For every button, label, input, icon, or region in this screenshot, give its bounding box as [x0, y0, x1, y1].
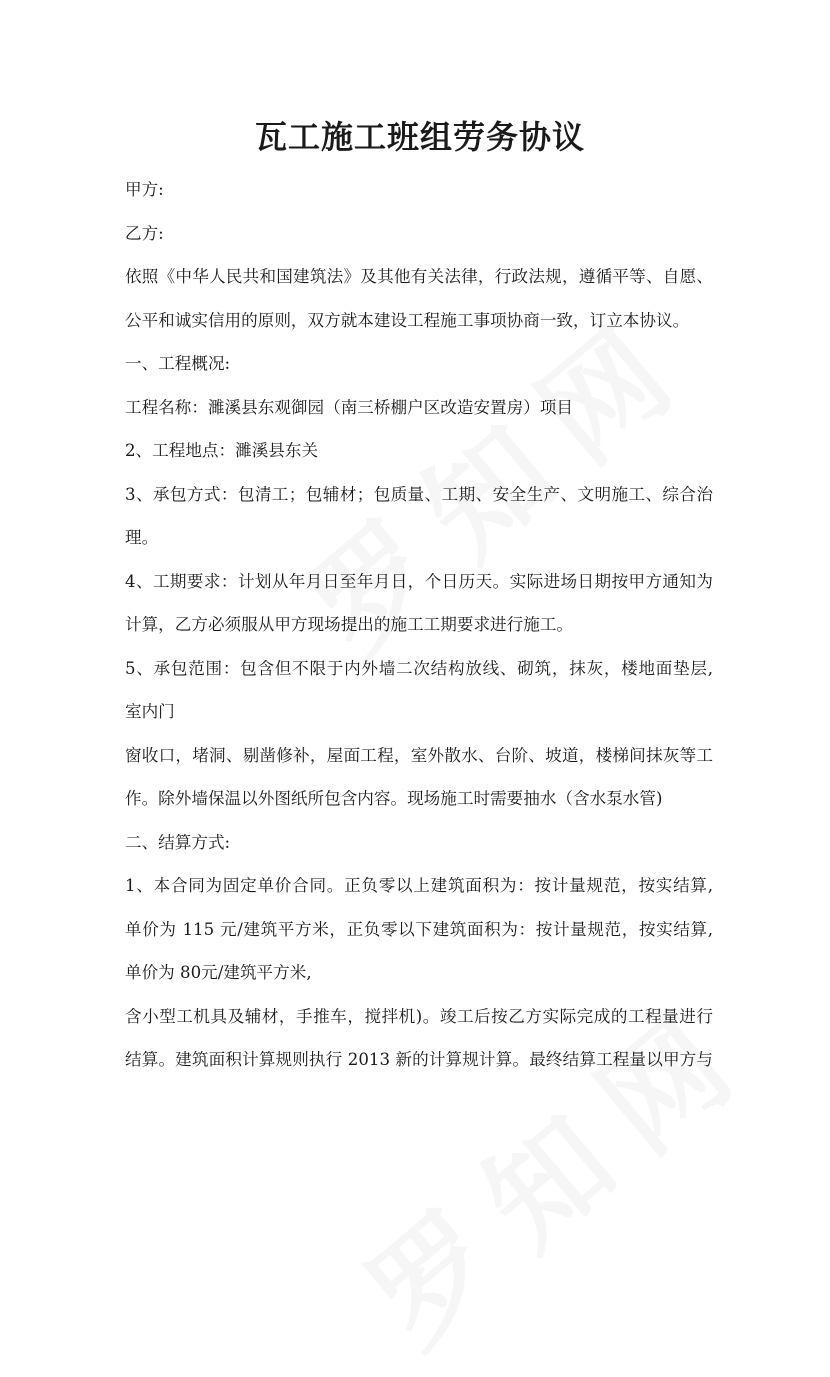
party-a-line: 甲方: — [125, 180, 164, 199]
paragraph-line: 含小型工机具及辅材，手推车，搅拌机)。竣工后按乙方实际完成的工程量进行 — [125, 1007, 713, 1026]
paragraph-line: 2、工程地点：濉溪县东关 — [125, 441, 319, 460]
paragraph-line: 1、本合同为固定单价合同。正负零以上建筑面积为：按计量规范，按实结算, — [125, 876, 713, 895]
paragraph-line: 室内门 — [125, 702, 175, 721]
paragraph-line: 计算，乙方必须服从甲方现场提出的施工工期要求进行施工。 — [125, 615, 574, 634]
paragraph-line: 依照《中华人民共和国建筑法》及其他有关法律，行政法规，遵循平等、自愿、 — [125, 267, 713, 286]
section-heading: 二、结算方式: — [125, 833, 231, 852]
paragraph-line: 5、承包范围：包含但不限于内外墙二次结构放线、砌筑，抹灰，楼地面垫层, — [125, 659, 713, 678]
paragraph-line: 单价为 115 元/建筑平方米，正负零以下建筑面积为：按计量规范，按实结算, — [125, 920, 713, 939]
party-b-line: 乙方: — [125, 224, 164, 243]
section-heading: 一、工程概况: — [125, 354, 231, 373]
paragraph-line: 结算。建筑面积计算规则执行 2013 新的计算规计算。最终结算工程量以甲方与 — [125, 1050, 713, 1069]
paragraph-line: 4、工期要求：计划从年月日至年月日，个日历天。实际进场日期按甲方通知为 — [125, 572, 713, 591]
page-title: 瓦工施工班组劳务协议 — [254, 118, 585, 156]
paragraph-line: 工程名称：濉溪县东观御园（南三桥棚户区改造安置房）项目 — [125, 398, 574, 417]
paragraph-line: 窗收口，堵洞、剔凿修补，屋面工程，室外散水、台阶、坡道，楼梯间抹灰等工 — [125, 746, 713, 765]
paragraph-line: 单价为 80元/建筑平方米, — [125, 963, 312, 982]
paragraph-line: 理。 — [125, 528, 159, 547]
paragraph-line: 作。除外墙保温以外图纸所包含内容。现场施工时需要抽水（含水泵水管) — [125, 789, 663, 808]
paragraph-line: 公平和诚实信用的原则，双方就本建设工程施工事项协商一致，订立本协议。 — [125, 311, 690, 330]
paragraph-line: 3、承包方式：包清工；包辅材；包质量、工期、安全生产、文明施工、综合治 — [125, 485, 713, 504]
